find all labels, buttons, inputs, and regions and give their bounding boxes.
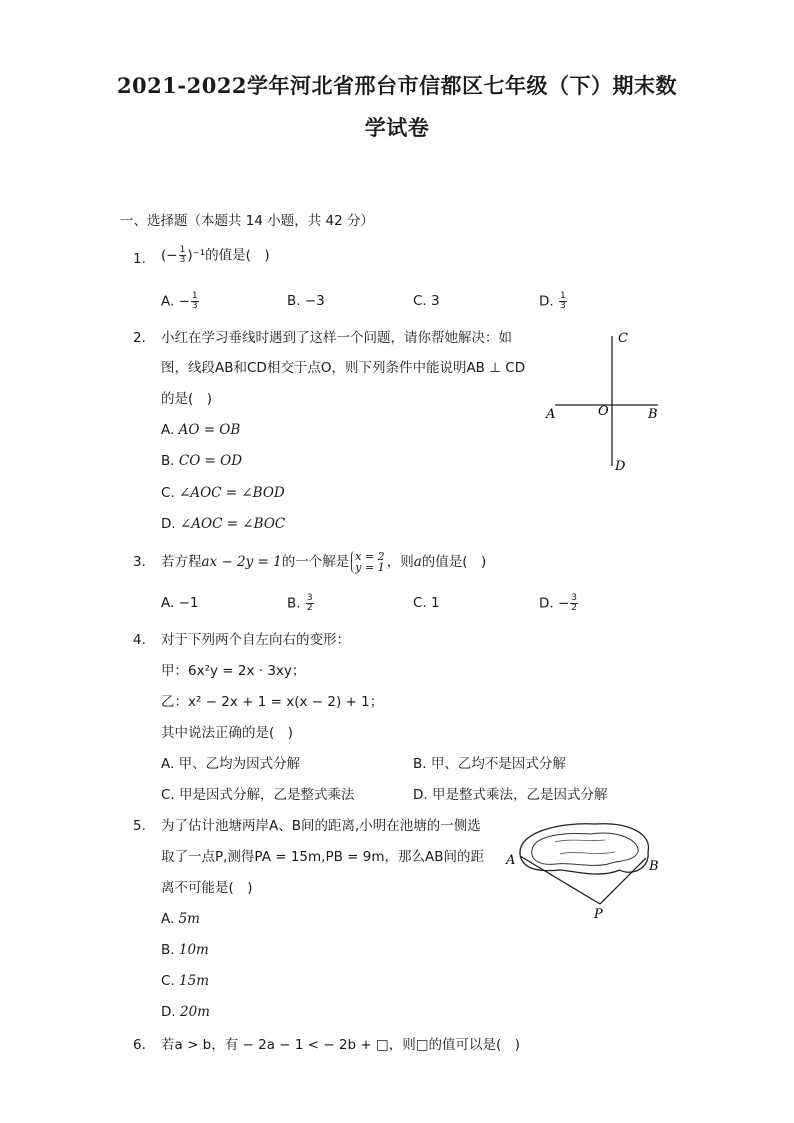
pond-inner-outline [532,833,638,865]
q4-stem-line4: 其中说法正确的是( ) [161,725,294,741]
label-b: B [648,407,658,422]
q2-stem-line1: 小红在学习垂线时遇到了这样一个问题，请你帮她解决：如 [161,330,512,346]
q5-option-a[interactable]: A. 5m [161,911,200,927]
q1-option-c[interactable]: C. 3 [413,293,440,309]
label-a: A [546,407,556,422]
label-b: B [649,859,659,874]
segment-pb [600,858,646,904]
q5-option-b[interactable]: B. 10m [161,942,209,958]
q3-stem: 若方程ax − 2y = 1的一个解是 x = 2 y = 1 ，则a的值是( ) [161,550,487,574]
q1-option-b[interactable]: B. −3 [287,293,325,309]
label-a: A [506,853,516,868]
q4-stem-line3: 乙：x² − 2x + 1 = x(x − 2) + 1； [161,694,384,710]
q4-option-a[interactable]: A. 甲、乙均为因式分解 [161,756,301,772]
q2-perpendicular-figure [540,326,665,476]
q4-option-c[interactable]: C. 甲是因式分解，乙是整式乘法 [161,787,355,803]
q6-stem: 若a > b，有 − 2a − 1 < − 2b + □，则□的值可以是( ) [161,1037,521,1053]
q2-number: 2. [133,330,146,346]
q4-option-d[interactable]: D. 甲是整式乘法，乙是因式分解 [413,787,608,803]
label-c: C [618,331,628,346]
q1-option-d[interactable]: D. $\frac{1}{3}$ [539,291,566,311]
q3-number: 3. [133,554,146,570]
q5-stem-line1: 为了估计池塘两岸A、B间的距离,小明在池塘的一侧选 [161,818,481,834]
q3-option-a[interactable]: A. −1 [161,595,199,611]
q5-option-d[interactable]: D. 20m [161,1004,210,1020]
label-p: P [594,907,603,922]
section-heading: 一、选择题（本题共 14 小题，共 42 分） [120,213,375,229]
q2-stem-line3: 的是( ) [161,391,213,407]
q3-option-b[interactable]: B. $\frac{3}{2}$ [287,593,313,613]
q5-stem-line2: 取了一点P,测得PA = 15m,PB = 9m，那么AB间的距 [161,849,484,865]
q2-option-b[interactable]: B. CO = OD [161,453,243,469]
q1-number: 1. [133,251,146,267]
page-title: 2021-2022学年河北省邢台市信都区七年级（下）期末数 [116,73,678,98]
q2-option-d[interactable]: D. ∠AOC = ∠BOC [161,516,286,532]
label-d: D [615,459,626,474]
q4-stem-line2: 甲：6x²y = 2x · 3xy； [161,663,306,679]
q4-number: 4. [133,632,146,648]
q3-option-c[interactable]: C. 1 [413,595,440,611]
q2-option-a[interactable]: A. AO = OB [161,422,241,438]
pond-outline [520,824,649,874]
q5-option-c[interactable]: C. 15m [161,973,209,989]
page-title-line2: 学试卷 [364,115,430,140]
q5-stem-line3: 离不可能是( ) [161,880,253,896]
q3-option-d[interactable]: D. − $\frac{3}{2}$ [539,593,578,613]
label-o: O [598,404,609,419]
q4-option-b[interactable]: B. 甲、乙均不是因式分解 [413,756,566,772]
q1-stem: (− $\frac{1}{3}$ )⁻¹的值是( ) [161,245,270,265]
q5-pond-figure [500,812,665,922]
q6-number: 6. [133,1037,146,1053]
pond-texture [555,840,615,854]
q2-option-c[interactable]: C. ∠AOC = ∠BOD [161,485,285,501]
q2-stem-line2: 图，线段AB和CD相交于点O，则下列条件中能说明AB ⊥ CD [161,360,526,376]
q4-stem-line1: 对于下列两个自左向右的变形： [161,632,350,648]
q1-option-a[interactable]: A. − $\frac{1}{3}$ [161,291,198,311]
q5-number: 5. [133,818,146,834]
